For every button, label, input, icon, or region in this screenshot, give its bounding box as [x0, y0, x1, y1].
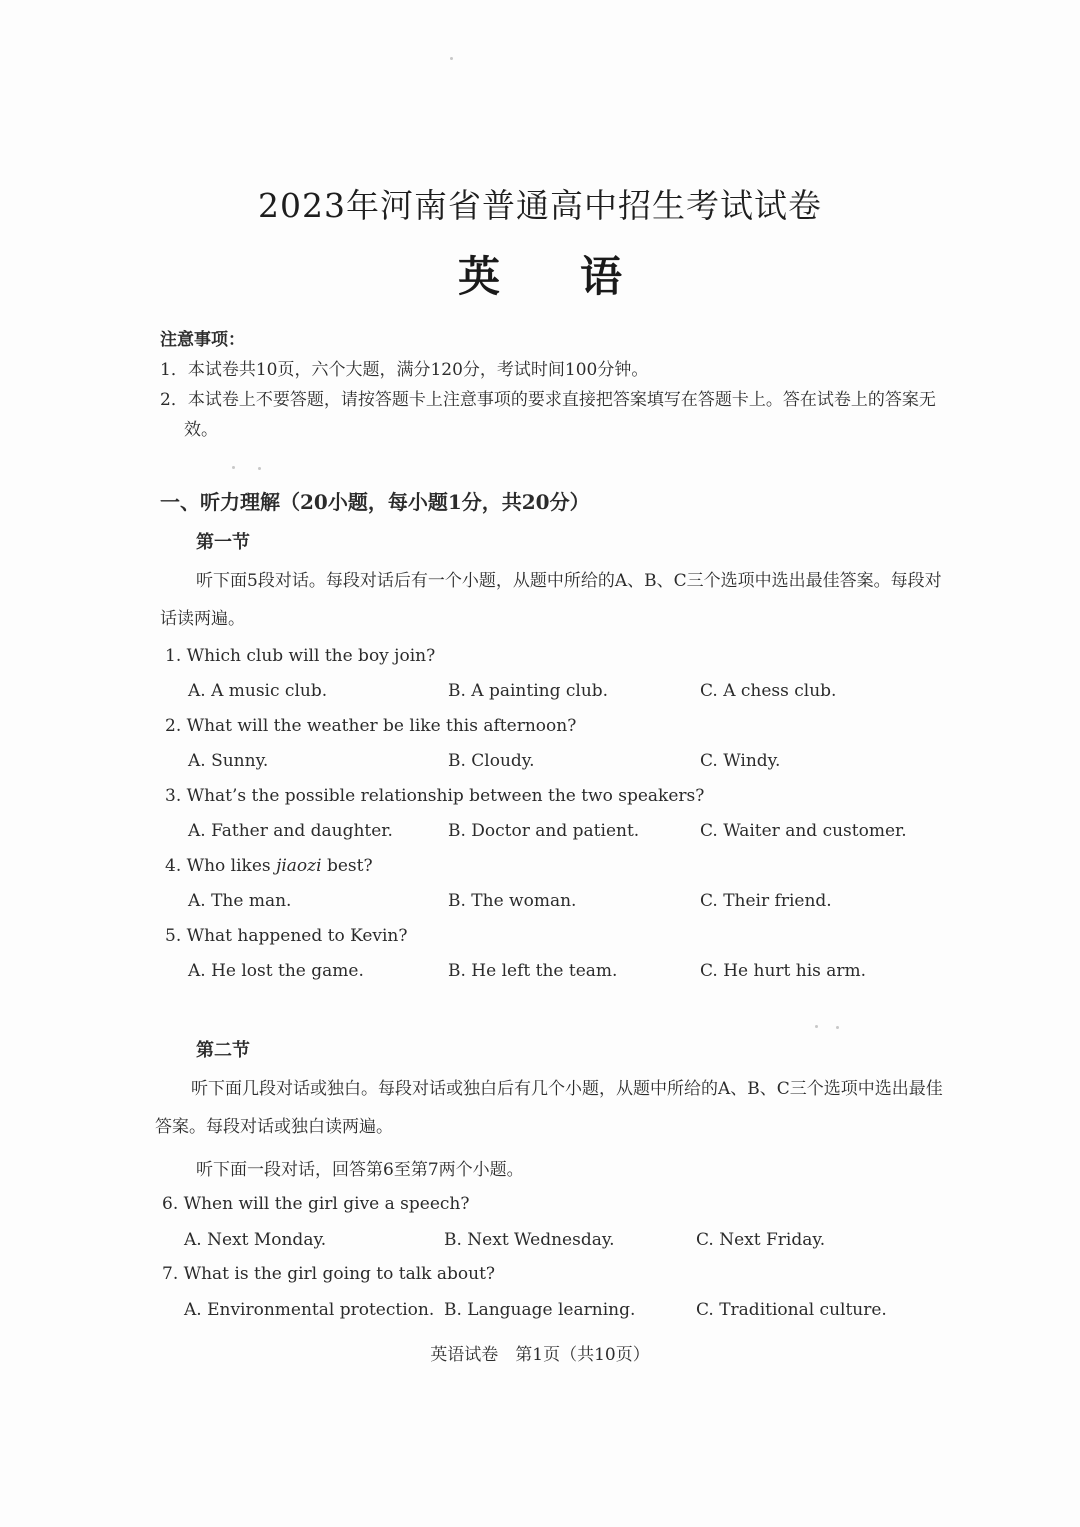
option-c: C. Windy. [700, 751, 781, 771]
option-b: B. Cloudy. [448, 751, 535, 771]
option-b: B. The woman. [448, 891, 577, 911]
notice-item: 1．本试卷共10页，六个大题，满分120分，考试时间100分钟。 [160, 360, 649, 380]
option-a: A. He lost the game. [188, 961, 364, 981]
question-4-italic: jiaozi [276, 856, 322, 876]
section2-head: 第二节 [196, 1040, 250, 1061]
options-4 [0, 891, 1080, 915]
options-5 [0, 961, 1080, 985]
question-6: 6. When will the girl give a speech? [162, 1194, 470, 1214]
question-2: 2. What will the weather be like this afternoon? [165, 716, 577, 736]
exam-title: 2023年河南省普通高中招生考试试卷 [258, 186, 822, 225]
question-1: 1. Which club will the boy join? [165, 646, 436, 666]
notice-block [160, 325, 960, 445]
options-6 [0, 1230, 1076, 1254]
section2-sub-instruction: 听下面一段对话，回答第6至第7两个小题。 [196, 1160, 524, 1180]
option-c: C. Next Friday. [696, 1230, 826, 1250]
option-b: B. He left the team. [448, 961, 618, 981]
notice-item: 2．本试卷上不要答题，请按答题卡上注意事项的要求直接把答案填写在答题卡上。答在试卷上的答案无效。 [160, 390, 936, 440]
option-c: C. Traditional culture. [696, 1300, 887, 1320]
question-7: 7. What is the girl going to talk about? [162, 1264, 496, 1284]
option-b: B. Next Wednesday. [444, 1230, 615, 1250]
scan-speck [258, 467, 261, 470]
question-3: 3. What’s the possible relationship between the two speakers? [165, 786, 705, 806]
scan-speck [815, 1025, 818, 1028]
part-title: 一、听力理解（20小题，每小题1分，共20分） [160, 490, 590, 514]
section2-instruction: 听下面几段对话或独白。每段对话或独白后有几个小题，从题中所给的A、B、C三个选项中选出最佳答案。每段对话或独白读两遍。 [155, 1079, 943, 1137]
scan-speck [450, 57, 453, 60]
scan-speck [836, 1026, 839, 1029]
option-a: A. Environmental protection. [184, 1300, 435, 1320]
question-4-pre: 4. Who likes [165, 856, 277, 876]
option-c: C. He hurt his arm. [700, 961, 867, 981]
option-b: B. A painting club. [448, 681, 609, 701]
scan-speck [232, 466, 235, 469]
option-b: B. Language learning. [444, 1300, 636, 1320]
option-b: B. Doctor and patient. [448, 821, 640, 841]
options-7 [0, 1300, 1076, 1324]
subject-title [0, 244, 1080, 304]
question-5: 5. What happened to Kevin? [165, 926, 408, 946]
options-2 [0, 751, 1080, 775]
question-4 [165, 856, 373, 876]
option-a: A. A music club. [188, 681, 328, 701]
subject-char: 英 [457, 252, 500, 301]
page-footer: 英语试卷 第1页（共10页） [430, 1345, 650, 1365]
notice-head: 注意事项： [160, 330, 245, 350]
subject-char: 语 [580, 252, 623, 301]
options-1 [0, 681, 1080, 705]
option-c: C. A chess club. [700, 681, 837, 701]
option-a: A. Next Monday. [184, 1230, 327, 1250]
option-c: C. Their friend. [700, 891, 832, 911]
question-4-post: best? [321, 856, 373, 876]
option-a: A. Sunny. [188, 751, 269, 771]
section1-head: 第一节 [196, 532, 250, 553]
option-a: A. The man. [188, 891, 292, 911]
options-3 [0, 821, 1080, 845]
section1-instruction: 听下面5段对话。每段对话后有一个小题，从题中所给的A、B、C三个选项中选出最佳答案。每段对话读两遍。 [160, 571, 942, 629]
option-c: C. Waiter and customer. [700, 821, 907, 841]
option-a: A. Father and daughter. [188, 821, 393, 841]
